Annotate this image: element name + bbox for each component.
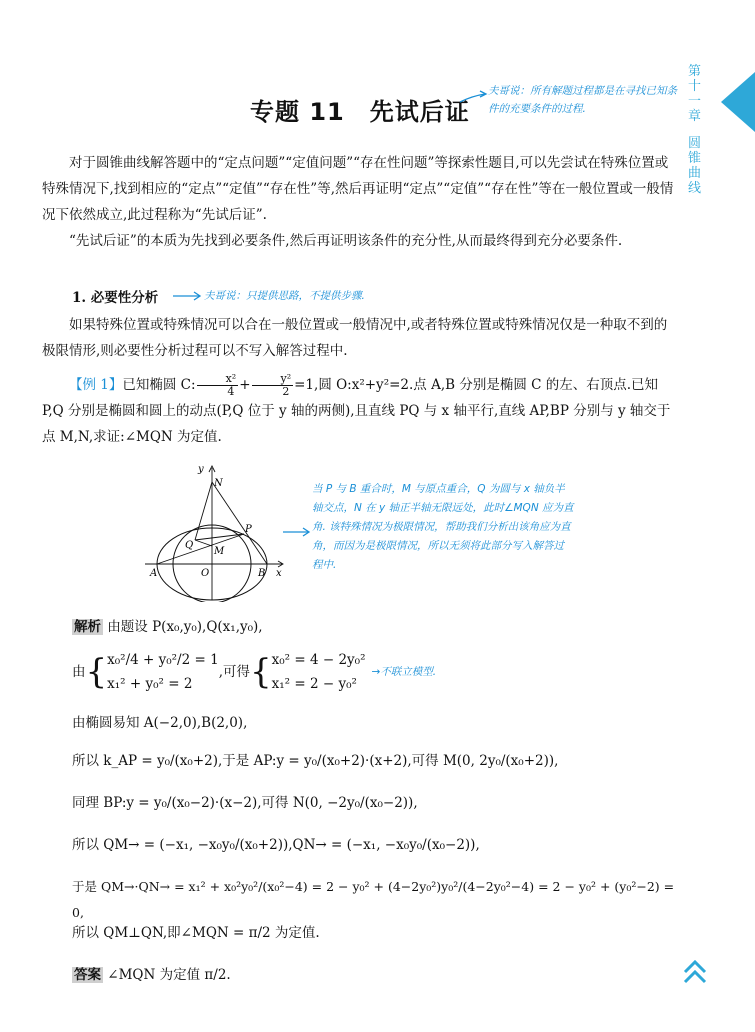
section-heading [72,286,158,306]
chevron-up-icon [683,958,707,986]
title-note: 夫哥说：所有解题过程都是在寻找已知条件的充要条件的过程. [488,85,677,115]
answer-line [72,962,231,988]
example-text-c: =1,圆 O:x²+y²=2.点 A,B 分别是椭圆 C 的左、右顶点.已知 P,Q 分别是椭圆和圆上的动点(P,Q 位于 y 轴的两侧),且直线 PQ 与 x 轴平行,直线 AP,BP 分别与 y 轴交于点 M,N,求证:∠MQN 为定值. [42,377,671,445]
solution-line-3: 由椭圆易知 A(−2,0),B(2,0), [72,715,248,731]
chapter-tab-marker [721,72,755,132]
fig-label-o: O [201,568,210,579]
fig-label-b: B [258,568,266,579]
answer-label: 答案 [74,967,101,983]
page-title: 专题 11 先试后证 [250,98,470,126]
solution-line-4: 所以 k_AP = y₀/(x₀+2),于是 AP:y = y₀/(x₀+2)·(x+2),可得 M(0, 2y₀/(x₀+2)), [72,753,559,769]
system-1-eq1: x₀²/4 + y₀²/2 = 1 [107,652,219,668]
intro-paragraph-2: “先试后证”的本质为先找到必要条件,然后再证明该条件的充分性,从而最终得到充分必要条件. [69,233,623,249]
solution-line-5: 同理 BP:y = y₀/(x₀−2)·(x−2),可得 N(0, −2y₀/(x₀−2)), [72,795,418,811]
system-brace-1: { [85,652,108,692]
frac-y2-2: $\frac{\text{y²}}{2}$ [252,373,294,398]
fig-label-a: A [150,568,158,579]
section-note: 夫哥说：只提供思路，不提供步骤. [204,290,365,302]
example-text-a: 已知椭圆 C: [122,377,196,393]
solution-line-2 [72,648,436,696]
line-ap [157,534,244,564]
chapter-label: 第十一章 [688,64,702,124]
answer-text: ∠MQN 为定值 π/2. [107,967,231,983]
fig-label-n: N [214,478,223,489]
figure-note-arrow [282,525,312,539]
fig-label-p: P [245,524,252,535]
fig-label-m: M [214,546,225,557]
fig-label-x: x [276,568,282,579]
solution-text-1: 由题设 P(x₀,y₀),Q(x₁,y₀), [107,619,263,635]
section-heading-text: 1. 必要性分析 [72,290,159,306]
solution-l2-mid: ,可得 [218,664,250,680]
example-tag: 【例 1】 [69,377,123,393]
solution-line-8: 所以 QM⊥QN,即∠MQN = π/2 为定值. [72,925,320,941]
line-qm [195,540,212,546]
fig-label-y: y [198,464,204,475]
system-brace-2: { [249,652,272,692]
ellipse-circle-figure [140,462,290,602]
system-2 [272,648,366,696]
solution-l2-pre: 由 [72,664,86,680]
solution-line-7: 于是 QM→·QN→ = x₁² + x₀²y₀²/(x₀²−4) = 2 − y₀² + (4−2y₀²)y₀²/(4−2y₀²−4) = 2 − y₀² + (y₀²−2) = 0, [72,879,675,920]
chapter-side-label [688,64,706,196]
section-paragraph: 如果特殊位置或特殊情况可以合在一般位置或一般情况中,或者特殊位置或特殊情况仅是一种取不到的极限情形,则必要性分析过程可以不写入解答过程中. [42,317,668,359]
intro-paragraph-1: 对于圆锥曲线解答题中的“定点问题”“定值问题”“存在性问题”等探索性题目,可以先尝试在特殊位置或特殊情况下,找到相应的“定点”“定值”“存在性”等,然后再证明“定点”“定值”“存在性”等在一般位置或一般情况下依然成立,此过程称为“先试后证”. [42,155,674,223]
topic-label: 圆锥曲线 [688,136,702,196]
system-1 [107,648,219,696]
section-note-arrow [172,290,202,302]
title-note-arrow [458,88,488,108]
solution-line-1 [72,614,263,640]
line-qn [195,482,212,540]
example-problem [42,372,674,450]
solution-label: 解析 [74,619,101,635]
solution-note: →不联立模型. [371,666,437,678]
system-2-eq2: x₁² = 2 − y₀² [271,676,357,692]
frac-x2-4: $\frac{\text{x²}}{4}$ [197,373,239,398]
fig-label-q: Q [185,540,194,551]
system-1-eq2: x₁² + y₀² = 2 [107,676,193,692]
solution-line-6: 所以 QM→ = (−x₁, −x₀y₀/(x₀+2)),QN→ = (−x₁, −x₀y₀/(x₀−2)), [72,837,480,853]
system-2-eq1: x₀² = 4 − 2y₀² [271,652,366,668]
example-text-b: + [239,377,251,393]
figure-note: 当 P 与 B 重合时，M 与原点重合，Q 为圆与 x 轴负半轴交点，N 在 y 轴正半轴无限远处，此时∠MQN 应为直角. 该特殊情况为极限情况，帮助我们分析出该角应为直角，而因为是极限情况，所以无须将此部分写入解答过程中. [312,483,574,571]
